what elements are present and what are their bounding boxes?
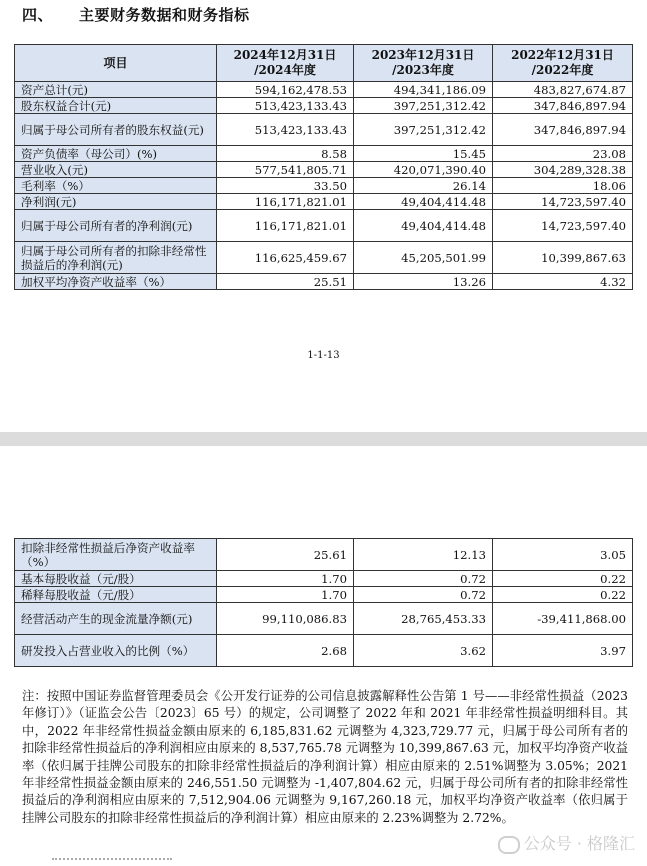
row-label: 营业收入(元) bbox=[15, 162, 217, 178]
value-2024: 577,541,805.71 bbox=[217, 162, 354, 178]
page-number: 1-1-13 bbox=[307, 350, 340, 361]
watermark-text: 公众号 · 格隆汇 bbox=[523, 834, 635, 853]
row-label: 基本每股收益（元/股） bbox=[15, 571, 217, 587]
value-2024: 25.51 bbox=[217, 274, 354, 290]
table-row bbox=[15, 178, 633, 194]
row-label: 资产总计(元) bbox=[15, 82, 217, 98]
row-label: 归属于母公司所有者的净利润(元) bbox=[15, 210, 217, 242]
value-2024: 99,110,086.83 bbox=[217, 603, 354, 635]
row-label: 加权平均净资产收益率（%） bbox=[15, 274, 217, 290]
value-2022: 14,723,597.40 bbox=[493, 210, 633, 242]
section-number: 四、 bbox=[22, 6, 54, 24]
financial-table-continued bbox=[14, 538, 633, 667]
value-2023: 28,765,453.33 bbox=[354, 603, 493, 635]
row-label: 研发投入占营业收入的比例（%） bbox=[15, 635, 217, 667]
value-2022: 347,846,897.94 bbox=[493, 114, 633, 146]
value-2024: 2.68 bbox=[217, 635, 354, 667]
value-2022: 3.05 bbox=[493, 539, 633, 571]
next-page-text-stub bbox=[52, 858, 172, 866]
watermark bbox=[498, 831, 635, 854]
row-label: 经营活动产生的现金流量净额(元) bbox=[15, 603, 217, 635]
footnote: 注：按照中国证券监督管理委员会《公开发行证券的公司信息披露解释性公告第 1 号——非经常性损益（2023 年修订）》（证监会公告〔2023〕65 号）的规定，公司调整了 2022 年和 2021 年非经常性损益明细科目。其中，2022 年非经常性损益金额由原来的 6,185,831.62 元调整为 4,323,729.77 元，归属于母公司所有者的扣除非经常性损益后的净利润相应由原来的 8,537,765.78 元调整为 10,399,867.63 元，加权平均净资产收益率（依归属于挂牌公司股东的扣除非经常性损益后的净利润计算）相应由原来的 2.51%调整为 3.05%；2021 年非经常性损益金额由原来的 246,551.50 元调整为 -1,407,804.62 元，归属于母公司所有者的扣除非经常性损益后的净利润相应由原来的 7,512,904.06 元调整为 9,167,260.18 元，加权平均净资产收益率（依归属于挂牌公司股东的扣除非经常性损益后的净利润计算）相应由原来的 2.23%调整为 2.72%。 bbox=[22, 689, 628, 825]
value-2022: 10,399,867.63 bbox=[493, 242, 633, 274]
value-2022: 0.22 bbox=[493, 587, 633, 603]
row-label: 股东权益合计(元) bbox=[15, 98, 217, 114]
value-2022: 347,846,897.94 bbox=[493, 98, 633, 114]
value-2024: 116,171,821.01 bbox=[217, 210, 354, 242]
table-row bbox=[15, 210, 633, 242]
value-2023: 12.13 bbox=[354, 539, 493, 571]
wechat-icon bbox=[498, 836, 520, 854]
value-2024: 33.50 bbox=[217, 178, 354, 194]
value-2024: 25.61 bbox=[217, 539, 354, 571]
table-row bbox=[15, 194, 633, 210]
financial-table-main bbox=[14, 44, 633, 290]
value-2023: 397,251,312.42 bbox=[354, 114, 493, 146]
table-row bbox=[15, 146, 633, 162]
table-row bbox=[15, 635, 633, 667]
value-2024: 1.70 bbox=[217, 571, 354, 587]
row-label: 资产负债率（母公司）(%) bbox=[15, 146, 217, 162]
page-break bbox=[0, 432, 647, 446]
value-2022: 483,827,674.87 bbox=[493, 82, 633, 98]
row-label: 扣除非经常性损益后净资产收益率（%） bbox=[15, 539, 217, 571]
value-2023: 26.14 bbox=[354, 178, 493, 194]
value-2023: 494,341,186.09 bbox=[354, 82, 493, 98]
table-row bbox=[15, 571, 633, 587]
table-row bbox=[15, 603, 633, 635]
value-2024: 116,625,459.67 bbox=[217, 242, 354, 274]
table-row bbox=[15, 98, 633, 114]
table-row bbox=[15, 539, 633, 571]
header-2023: 2023年12月31日 /2023年度 bbox=[354, 45, 493, 82]
value-2022: 304,289,328.38 bbox=[493, 162, 633, 178]
value-2023: 13.26 bbox=[354, 274, 493, 290]
row-label: 净利润(元) bbox=[15, 194, 217, 210]
row-label: 稀释每股收益（元/股） bbox=[15, 587, 217, 603]
row-label: 归属于母公司所有者的股东权益(元) bbox=[15, 114, 217, 146]
value-2024: 116,171,821.01 bbox=[217, 194, 354, 210]
value-2023: 3.62 bbox=[354, 635, 493, 667]
value-2023: 49,404,414.48 bbox=[354, 210, 493, 242]
value-2024: 594,162,478.53 bbox=[217, 82, 354, 98]
value-2023: 420,071,390.40 bbox=[354, 162, 493, 178]
value-2024: 513,423,133.43 bbox=[217, 114, 354, 146]
value-2022: 0.22 bbox=[493, 571, 633, 587]
row-label: 毛利率（%） bbox=[15, 178, 217, 194]
row-label: 归属于母公司所有者的扣除非经常性损益后的净利润(元) bbox=[15, 242, 217, 274]
table-row bbox=[15, 242, 633, 274]
table-row bbox=[15, 82, 633, 98]
value-2023: 0.72 bbox=[354, 587, 493, 603]
value-2023: 49,404,414.48 bbox=[354, 194, 493, 210]
value-2022: 4.32 bbox=[493, 274, 633, 290]
value-2022: 18.06 bbox=[493, 178, 633, 194]
value-2022: 3.97 bbox=[493, 635, 633, 667]
value-2022: 14,723,597.40 bbox=[493, 194, 633, 210]
table-row bbox=[15, 274, 633, 290]
table-row bbox=[15, 114, 633, 146]
value-2024: 1.70 bbox=[217, 587, 354, 603]
table-row bbox=[15, 587, 633, 603]
value-2022: 23.08 bbox=[493, 146, 633, 162]
section-title: 主要财务数据和财务指标 bbox=[79, 6, 250, 24]
header-2024: 2024年12月31日 /2024年度 bbox=[217, 45, 354, 82]
value-2024: 513,423,133.43 bbox=[217, 98, 354, 114]
value-2023: 15.45 bbox=[354, 146, 493, 162]
header-2022: 2022年12月31日 /2022年度 bbox=[493, 45, 633, 82]
value-2024: 8.58 bbox=[217, 146, 354, 162]
value-2022: -39,411,868.00 bbox=[493, 603, 633, 635]
value-2023: 397,251,312.42 bbox=[354, 98, 493, 114]
value-2023: 45,205,501.99 bbox=[354, 242, 493, 274]
table-row bbox=[15, 162, 633, 178]
section-heading bbox=[22, 4, 250, 25]
table-header-row bbox=[15, 45, 633, 82]
value-2023: 0.72 bbox=[354, 571, 493, 587]
header-item: 项目 bbox=[15, 45, 217, 82]
